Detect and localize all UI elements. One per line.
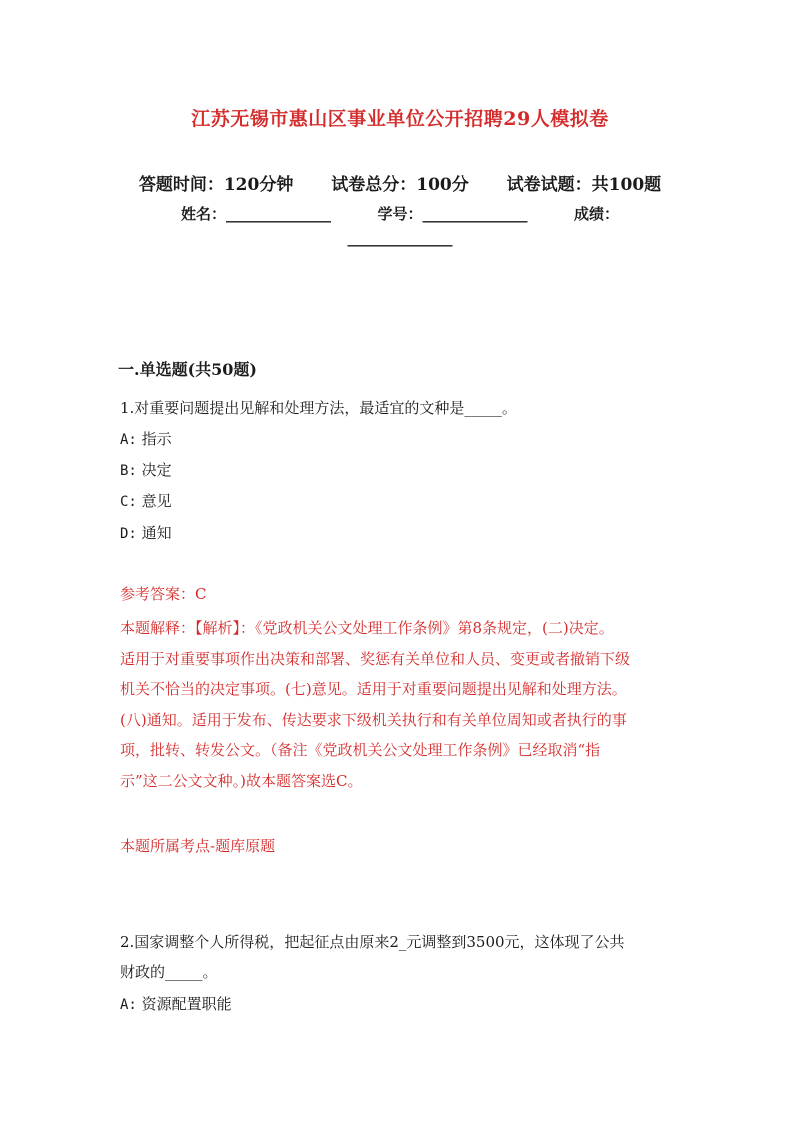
name-field: 姓名：______________ (181, 205, 332, 223)
explanation-line: 机关不恰当的决定事项。(七)意见。适用于对重要问题提出见解和处理方法。 (120, 680, 627, 698)
question-stem-line: 财政的_____。 (120, 963, 218, 981)
exam-meta (0, 170, 800, 195)
exam-question-count: 试卷试题：共100题 (506, 175, 662, 195)
student-id-field: 学号：______________ (377, 205, 528, 223)
score-field-line: ______________ (347, 229, 453, 247)
explanation-block (120, 613, 680, 796)
option-text: 资源配置职能 (141, 995, 232, 1013)
explanation-line: (八)通知。适用于发布、传达要求下级机关执行和有关单位周知或者执行的事 (120, 710, 627, 729)
option-text: 意见 (141, 492, 172, 510)
option-a (120, 428, 172, 449)
option-key: B: (120, 463, 137, 479)
score-field-label: 成绩： (573, 205, 619, 223)
answer-text: 参考答案：C (120, 585, 207, 603)
section-title: 一.单选题(共50题) (118, 360, 257, 379)
option-c (120, 490, 172, 511)
option-a (120, 993, 232, 1014)
explanation-line: 示”这二公文文种。)故本题答案选C。 (120, 771, 363, 790)
option-b (120, 459, 172, 480)
student-fields (0, 203, 800, 224)
exam-time: 答题时间：120分钟 (138, 175, 294, 195)
question-1-stem (120, 393, 680, 423)
option-key: C: (120, 494, 137, 510)
option-key: D: (120, 526, 137, 542)
option-text: 决定 (141, 461, 172, 479)
explanation-line: 适用于对重要事项作出决策和部署、奖惩有关单位和人员、变更或者撤销下级 (120, 649, 631, 668)
option-text: 通知 (141, 524, 172, 542)
question-stem-line: 2.国家调整个人所得税，把起征点由原来2_元调整到3500元，这体现了公共 (120, 933, 625, 951)
question-source: 本题所属考点-题库原题 (120, 837, 276, 855)
exam-title: 江苏无锡市惠山区事业单位公开招聘29人模拟卷 (191, 108, 609, 130)
explanation-line: 本题解释：【解析】：《党政机关公文处理工作条例》第8条规定，(二)决定。 (120, 619, 614, 637)
option-text: 指示 (141, 430, 172, 448)
option-key: A: (120, 997, 137, 1013)
question-2-stem (120, 927, 680, 987)
exam-total-score: 试卷总分：100分 (331, 175, 469, 195)
question-stem-line: 1.对重要问题提出见解和处理方法，最适宜的文种是_____。 (120, 399, 517, 417)
option-key: A: (120, 432, 137, 448)
option-d (120, 522, 172, 543)
explanation-line: 项，批转、转发公文。（备注《党政机关公文处理工作条例》已经取消“指 (120, 741, 601, 759)
